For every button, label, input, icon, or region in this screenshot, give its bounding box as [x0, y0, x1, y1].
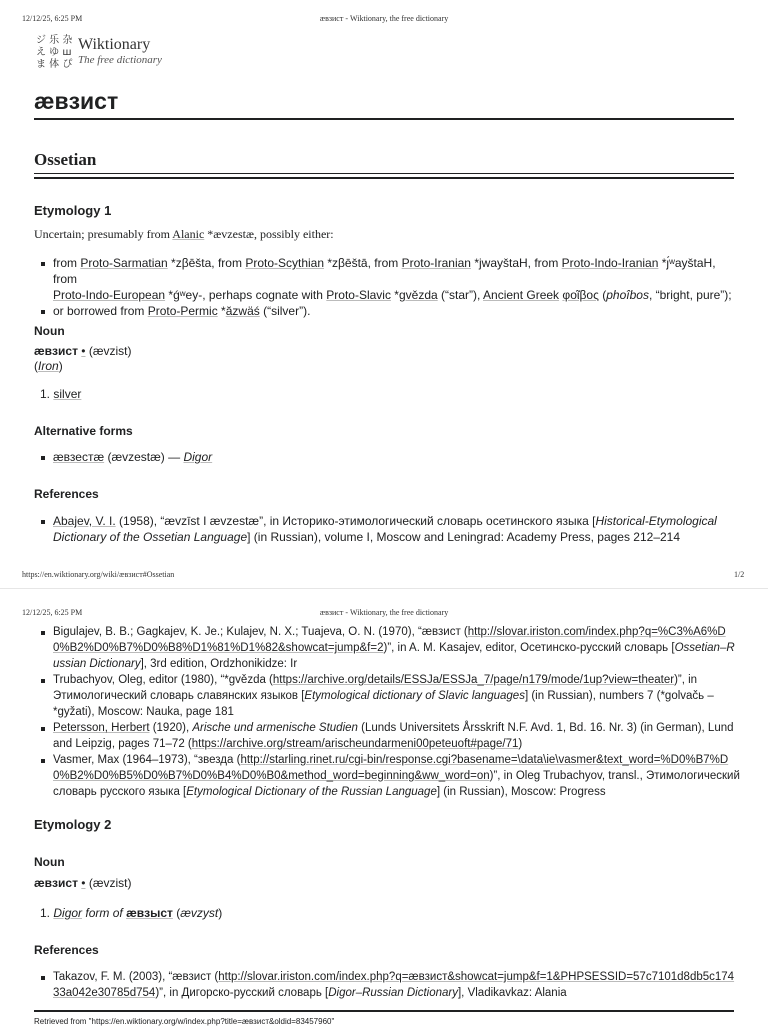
link-proto-indo-european[interactable]: Proto-Indo-European: [53, 288, 166, 302]
print-footer-url: https://en.wiktionary.org/wiki/æвзист#Ossetian: [22, 570, 175, 579]
link-phoibos[interactable]: φοῖβος: [562, 288, 599, 302]
etym1-intro-text-b: *ævzestæ, possibly either:: [204, 227, 334, 241]
print-footer-page: 1/2: [734, 570, 745, 579]
pronunciation-link-2[interactable]: •: [81, 876, 86, 890]
link-petersson[interactable]: Petersson, Herbert: [53, 722, 150, 734]
t: ): [218, 906, 223, 920]
t: ], 3rd edition, Ordzhonikidze: Ir: [140, 658, 298, 670]
t: (“silver”).: [259, 304, 311, 318]
alt-forms-list: [35, 449, 735, 465]
noun-2-translit: (ævzist): [88, 876, 132, 890]
link-starling[interactable]: http://starling.rinet.ru/cgi-bin/response.cgi?basename=\data\ie\vasmer&text_word=%D0%B7%D0%B2%D0%B5%D0%B7%D0%B4%D0%B0&method_word=beginning&ww_word=on: [53, 754, 729, 782]
references-list-cont: [35, 624, 740, 800]
references-2-heading: References: [34, 943, 99, 957]
page-break: [0, 588, 768, 589]
t: Historical-Etymological Dictionary of the Ossetian Language: [53, 514, 717, 544]
link-iriston-2[interactable]: http://slovar.iriston.com/index.php?q=æвзист&showcat=jump&f=1&PHPSESSID=57c7101d8db5c17433a042e30785d754: [53, 971, 735, 999]
noun-heading: Noun: [34, 324, 65, 338]
t: *ǵʷey-, perhaps cognate with: [165, 288, 327, 302]
t: Etymological Dictionary of the Russian Language: [186, 786, 437, 798]
def-number: 1.: [40, 387, 51, 401]
print-title-2: æвзист - Wiktionary, the free dictionary: [319, 608, 449, 617]
noun-2-headword-line: [34, 876, 132, 890]
references-2-list: [35, 969, 740, 1001]
t: ): [58, 359, 63, 373]
noun-translit: (ævzist): [88, 344, 132, 358]
t: *jwayštaH, from: [470, 256, 562, 270]
t: )”, in A. M. Kasajev, editor, Осетинско-русский словарь [: [383, 642, 675, 654]
list-item: [35, 969, 740, 1001]
print-date: 12/12/25, 6:25 PM: [22, 14, 83, 23]
retrieved-from: Retrieved from "https://en.wiktionary.org/w/index.php?title=æвзист&oldid=83457960": [34, 1017, 335, 1026]
etym1-intro-text-a: Uncertain; presumably from: [34, 227, 173, 241]
link-silver[interactable]: silver: [53, 387, 82, 401]
t: Takazov, F. M. (2003), “æвзист (: [53, 971, 219, 983]
t: from: [53, 256, 81, 270]
logo-tagline: The free dictionary: [78, 54, 162, 66]
list-item: [35, 624, 740, 672]
alt-forms-heading: Alternative forms: [34, 424, 133, 438]
svg-text:ジ 乐 杂: ジ 乐 杂: [36, 35, 73, 46]
link-proto-slavic[interactable]: Proto-Slavic: [326, 288, 391, 302]
t: or borrowed from: [53, 304, 148, 318]
link-archive-essja[interactable]: https://archive.org/details/ESSJa/ESSJa_7/page/n179/mode/1up?view=theater: [272, 674, 675, 686]
list-item: [35, 303, 735, 319]
t: Trubachyov, Oleg, editor (1980), “*gvězda (: [53, 674, 273, 686]
t: (1920),: [149, 722, 193, 734]
references-list: [35, 513, 735, 545]
t: ævzyst: [180, 906, 219, 920]
etymology-1-heading: Etymology 1: [34, 203, 112, 218]
link-proto-sarmatian[interactable]: Proto-Sarmatian: [80, 256, 168, 270]
t: ] (in Russian), volume I, Moscow and Leningrad: Academy Press, pages 212–214: [247, 530, 681, 544]
t: form of: [82, 906, 127, 920]
language-rule-2: [34, 177, 734, 179]
etymology-1-list: [35, 255, 735, 319]
print-date-2: 12/12/25, 6:25 PM: [22, 608, 83, 617]
list-item: [35, 513, 735, 545]
t: Bigulajev, B. B.; Gagkajev, K. Je.; Kulajev, N. X.; Tuajeva, O. N. (1970), “æвзист (: [53, 626, 468, 638]
svg-text:ま 体 ぴ: ま 体 ぴ: [36, 59, 73, 70]
t: )”, in Oleg Trubachyov, transl., Этимологический словарь русского языка [: [53, 770, 740, 798]
noun-definition: [40, 387, 81, 401]
t: ], Vladikavkaz: Alania: [457, 987, 567, 999]
t: phoîbos: [606, 288, 649, 302]
t: *ȷ́ʷayštaH, from: [53, 256, 716, 286]
link-aevzyst[interactable]: æвзыст: [126, 906, 173, 920]
t: *: [217, 304, 226, 318]
t: (: [172, 906, 181, 920]
t: Arische und armenische Studien: [192, 722, 358, 734]
t: ] (in Russian), Moscow: Progress: [436, 786, 606, 798]
t: Digor–Russian Dictionary: [328, 987, 458, 999]
link-proto-scythian[interactable]: Proto-Scythian: [245, 256, 325, 270]
print-title: æвзист - Wiktionary, the free dictionary: [319, 14, 449, 23]
language-heading: Ossetian: [34, 150, 97, 169]
noun-2-heading: Noun: [34, 855, 65, 869]
t: (ævzestæ) —: [104, 450, 184, 464]
noun-2-definition: [40, 906, 222, 920]
link-azwas[interactable]: ăzwäś: [225, 304, 260, 318]
t: (: [34, 359, 38, 373]
list-item: [35, 255, 735, 303]
list-item: [35, 449, 735, 465]
link-aevzestae[interactable]: æвзестæ: [53, 450, 105, 464]
link-proto-iranian[interactable]: Proto-Iranian: [401, 256, 471, 270]
language-rule-1: [34, 173, 734, 174]
noun-headword: æвзист: [34, 344, 78, 358]
list-item: [35, 720, 740, 752]
t: *: [390, 288, 399, 302]
list-item: [35, 752, 740, 800]
link-abajev[interactable]: Abajev, V. I.: [53, 514, 116, 528]
t: Ossetian–Russian Dictionary: [53, 642, 735, 670]
link-gvezda[interactable]: gvězda: [398, 288, 438, 302]
t: Vasmer, Max (1964–1973), “звезда (: [53, 754, 241, 766]
svg-text:え ゆ ш: え ゆ ш: [36, 47, 72, 58]
etymology-1-intro: [34, 227, 334, 242]
noun-2-headword: æвзист: [34, 876, 78, 890]
t: (1958), “ævzīst I ævzestæ”, in Историко-этимологический словарь осетинского языка [: [115, 514, 596, 528]
noun-dialect: [34, 359, 63, 373]
t: (Lunds Universitets Årsskrift N.F. Avd. 1, Bd. 16. Nr. 3) (in German), Lund and Leipzig, pages 71–72 (: [53, 722, 734, 750]
t: )”, in Дигорско-русский словарь [: [155, 987, 329, 999]
t: (“star”),: [437, 288, 484, 302]
link-digor-2[interactable]: Digor: [53, 906, 83, 920]
link-iriston-1[interactable]: http://slovar.iriston.com/index.php?q=%C3%A6%D0%B2%D0%B7%D0%B8%D1%81%D1%82&showcat=jump&f=2: [53, 626, 726, 654]
t: , “bright, pure”);: [648, 288, 732, 302]
t: Etymological dictionary of Slavic languages: [304, 690, 525, 702]
t: *zβēšta, from: [167, 256, 246, 270]
pronunciation-link[interactable]: •: [81, 344, 86, 358]
link-proto-indo-iranian[interactable]: Proto-Indo-Iranian: [561, 256, 659, 270]
wiktionary-logo-icon[interactable]: [34, 32, 74, 70]
link-archive-arische[interactable]: https://archive.org/stream/arischeundarmeni00peteuoft#page/71: [191, 738, 519, 750]
t: )”, in Этимологический словарь славянских языков [: [53, 674, 698, 702]
t: ): [518, 738, 523, 750]
bottom-rule: [34, 1010, 734, 1012]
references-heading: References: [34, 487, 99, 501]
link-proto-permic[interactable]: Proto-Permic: [147, 304, 218, 318]
t: (: [598, 288, 607, 302]
etymology-2-heading: Etymology 2: [34, 817, 112, 832]
list-item: [35, 672, 740, 720]
def-number: 1.: [40, 906, 51, 920]
link-iron[interactable]: Iron: [38, 359, 59, 373]
link-ancient-greek[interactable]: Ancient Greek: [483, 288, 560, 302]
t: ] (in Russian), numbers 7 (*golvačь – *gyžati), Moscow: Nauka, page 181: [53, 690, 714, 718]
link-digor[interactable]: Digor: [183, 450, 213, 464]
noun-headword-line: [34, 344, 132, 358]
link-alanic[interactable]: Alanic: [172, 227, 205, 241]
page-title: æвзист: [34, 88, 119, 114]
logo-name[interactable]: Wiktionary: [78, 36, 151, 53]
title-rule: [34, 118, 734, 120]
t: *zβēštā, from: [324, 256, 402, 270]
